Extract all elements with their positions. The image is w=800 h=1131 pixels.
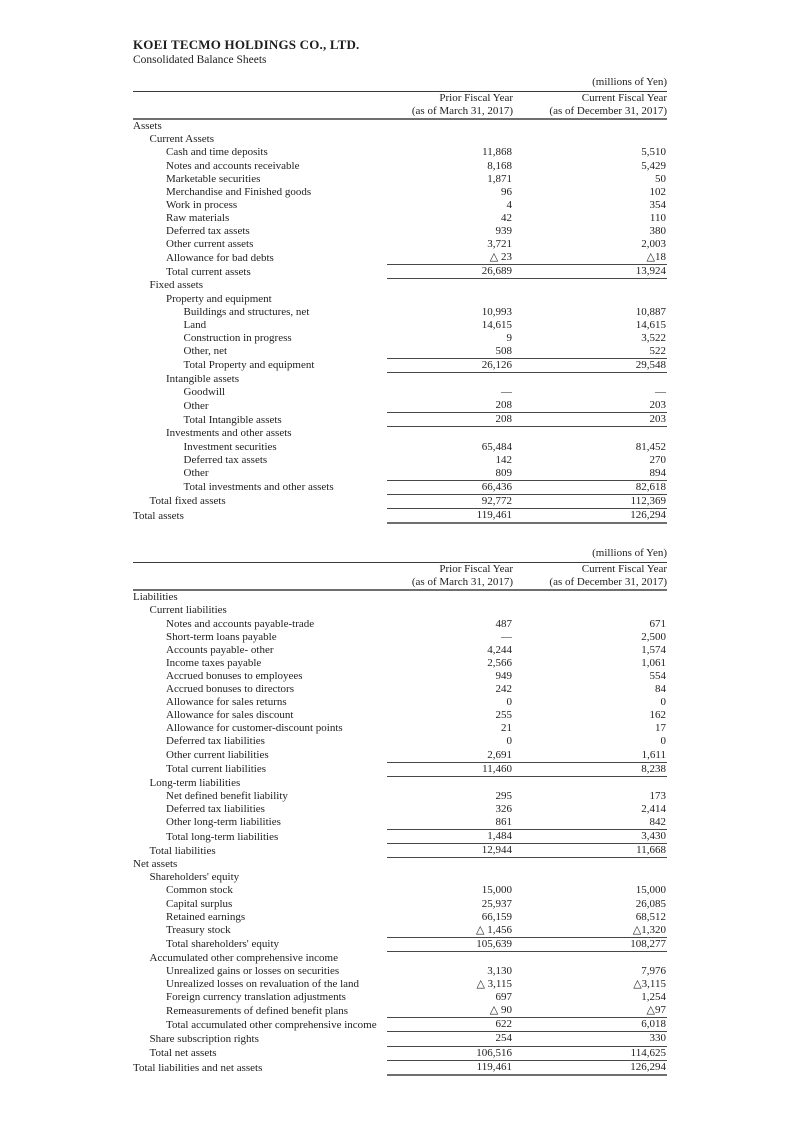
row-label: Assets xyxy=(133,120,162,133)
table-row xyxy=(133,509,667,524)
table-row xyxy=(133,644,667,657)
column-subtitles-row xyxy=(133,105,667,119)
current-value: 26,085 xyxy=(635,897,667,910)
table-row xyxy=(133,951,667,965)
current-value: 126,294 xyxy=(513,1060,667,1075)
liabilities-and-net-assets-table xyxy=(133,543,667,1076)
prior-value xyxy=(387,279,513,293)
current-value xyxy=(513,427,667,441)
unit-row xyxy=(133,543,667,563)
table-row xyxy=(133,991,667,1004)
prior-value: △ 90 xyxy=(387,1004,513,1018)
prior-value: 255 xyxy=(495,709,512,722)
current-column-subtitle: (as of December 31, 2017) xyxy=(513,105,667,119)
row-label: Short-term loans payable xyxy=(166,630,277,643)
column-titles-row xyxy=(133,563,667,577)
row-label: Other xyxy=(183,399,209,412)
row-label: Fixed assets xyxy=(149,279,203,292)
current-value: 1,254 xyxy=(641,991,667,1004)
table-row xyxy=(133,386,667,399)
prior-value: 105,639 xyxy=(387,937,513,951)
table-row xyxy=(133,871,667,884)
current-value: 330 xyxy=(513,1032,667,1046)
prior-value: 8,168 xyxy=(487,159,512,172)
table-row xyxy=(133,306,667,319)
prior-value: △ 3,115 xyxy=(476,978,512,991)
row-label: Investment securities xyxy=(183,440,277,453)
row-label: Unrealized gains or losses on securities xyxy=(166,965,340,977)
current-value: 5,429 xyxy=(641,159,667,172)
row-label: Retained earnings xyxy=(166,910,246,923)
table-row xyxy=(133,776,667,790)
table-row xyxy=(133,133,667,146)
table-row xyxy=(133,146,667,159)
current-value: 10,887 xyxy=(635,305,667,318)
table-row xyxy=(133,160,667,173)
prior-value: 119,461 xyxy=(387,509,513,524)
column-titles-row xyxy=(133,92,667,106)
table-row xyxy=(133,735,667,748)
current-value xyxy=(513,590,667,604)
table-row xyxy=(133,590,667,604)
row-label: Total current liabilities xyxy=(166,763,267,776)
table-row xyxy=(133,494,667,508)
current-value: 894 xyxy=(513,467,667,481)
table-row xyxy=(133,251,667,265)
document-title: Consolidated Balance Sheets xyxy=(133,54,267,66)
current-value: 82,618 xyxy=(513,480,667,494)
row-label: Work in process xyxy=(166,198,238,211)
row-label: Total fixed assets xyxy=(149,495,226,508)
prior-column-subtitle: (as of March 31, 2017) xyxy=(387,105,513,119)
table-row xyxy=(133,965,667,978)
table-row xyxy=(133,186,667,199)
current-column-title: Current Fiscal Year xyxy=(581,563,668,576)
row-label: Total assets xyxy=(133,510,184,522)
balance-sheet-page xyxy=(133,0,667,1076)
row-label: Total accumulated other comprehensive income xyxy=(166,1018,377,1031)
table-row xyxy=(133,279,667,293)
table-row xyxy=(133,212,667,225)
prior-value xyxy=(387,871,513,884)
table-row xyxy=(133,1032,667,1046)
current-value xyxy=(513,373,667,387)
current-value: 102 xyxy=(649,185,667,198)
current-value: 114,625 xyxy=(513,1046,667,1060)
prior-value: 66,436 xyxy=(387,480,513,494)
row-label: Investments and other assets xyxy=(166,427,292,440)
current-value: 6,018 xyxy=(513,1018,667,1032)
table-row xyxy=(133,657,667,670)
current-value: 1,574 xyxy=(641,643,667,656)
prior-value: 254 xyxy=(387,1032,513,1046)
prior-value: 208 xyxy=(387,399,513,413)
current-value: 29,548 xyxy=(513,358,667,372)
current-value xyxy=(513,279,667,293)
table-row xyxy=(133,293,667,306)
row-label: Other current liabilities xyxy=(166,749,269,761)
current-value: △3,115 xyxy=(633,978,667,991)
prior-value: 697 xyxy=(495,991,512,1004)
table-row xyxy=(133,454,667,467)
current-value: 2,414 xyxy=(641,802,667,815)
prior-value: 208 xyxy=(387,413,513,427)
row-label: Share subscription rights xyxy=(149,1032,259,1045)
table-row xyxy=(133,790,667,803)
table-row xyxy=(133,319,667,332)
row-label: Cash and time deposits xyxy=(166,146,268,159)
prior-value: 15,000 xyxy=(481,884,512,897)
prior-value: 1,484 xyxy=(387,830,513,844)
current-value: 0 xyxy=(660,696,667,709)
prior-value xyxy=(387,776,513,790)
prior-value xyxy=(387,427,513,441)
table-row xyxy=(133,858,667,872)
prior-value: 66,159 xyxy=(481,910,512,923)
current-value: 3,522 xyxy=(641,331,667,344)
header-spacer xyxy=(133,105,387,119)
table-row xyxy=(133,345,667,359)
table-row xyxy=(133,413,667,427)
current-value: 162 xyxy=(649,709,667,722)
row-label: Unrealized losses on revaluation of the land xyxy=(166,978,360,991)
row-label: Land xyxy=(183,318,207,331)
prior-value: 42 xyxy=(501,211,512,224)
prior-value: 622 xyxy=(387,1018,513,1032)
current-value: 270 xyxy=(649,453,667,466)
table-row xyxy=(133,427,667,441)
current-value: 14,615 xyxy=(635,318,667,331)
prior-value: 2,691 xyxy=(387,749,513,763)
current-value: 554 xyxy=(649,669,667,682)
prior-column-subtitle: (as of March 31, 2017) xyxy=(387,576,513,590)
column-subtitles-row xyxy=(133,576,667,590)
row-label: Intangible assets xyxy=(166,373,240,386)
current-value: 354 xyxy=(649,198,667,211)
current-value: 173 xyxy=(649,789,667,802)
table-row xyxy=(133,238,667,251)
row-label: Notes and accounts receivable xyxy=(166,159,300,172)
prior-value: 939 xyxy=(495,225,512,238)
row-label: Long-term liabilities xyxy=(149,776,241,789)
row-label: Buildings and structures, net xyxy=(183,305,310,318)
table-row xyxy=(133,911,667,924)
row-label: Income taxes payable xyxy=(166,656,262,669)
table-row xyxy=(133,1060,667,1075)
table-row xyxy=(133,696,667,709)
current-value: 17 xyxy=(655,722,667,735)
row-label: Current Assets xyxy=(149,133,214,146)
prior-value: — xyxy=(501,630,512,643)
row-label: Merchandise and Finished goods xyxy=(166,185,312,198)
prior-value: △ 23 xyxy=(387,251,513,265)
row-label: Net assets xyxy=(133,858,178,871)
current-value: — xyxy=(655,386,667,399)
table-row xyxy=(133,631,667,644)
current-value: 11,668 xyxy=(513,844,667,858)
prior-value xyxy=(387,373,513,387)
unit-label: (millions of Yen) xyxy=(133,543,667,563)
current-value: 50 xyxy=(655,172,667,185)
prior-value: 26,126 xyxy=(387,358,513,372)
current-value: 203 xyxy=(513,399,667,413)
prior-value: 11,460 xyxy=(387,762,513,776)
prior-value: 0 xyxy=(506,696,512,709)
header-spacer xyxy=(133,563,387,577)
prior-value: 119,461 xyxy=(387,1060,513,1075)
current-value: 108,277 xyxy=(513,937,667,951)
table-row xyxy=(133,358,667,372)
row-label: Total long-term liabilities xyxy=(166,830,279,843)
current-value: 13,924 xyxy=(513,265,667,279)
row-label: Goodwill xyxy=(183,386,226,399)
unit-label: (millions of Yen) xyxy=(133,72,667,92)
prior-value xyxy=(387,133,513,146)
table-row xyxy=(133,399,667,413)
table-row xyxy=(133,683,667,696)
table-row xyxy=(133,749,667,763)
prior-value: 1,871 xyxy=(487,172,512,185)
table-row xyxy=(133,762,667,776)
row-label: Total net assets xyxy=(149,1047,217,1060)
prior-value: 142 xyxy=(495,453,512,466)
row-label: Current liabilities xyxy=(149,604,227,617)
table-row xyxy=(133,225,667,238)
prior-value: 4 xyxy=(506,198,512,211)
row-label: Total liabilities xyxy=(149,844,216,857)
table-row xyxy=(133,199,667,212)
table-row xyxy=(133,332,667,345)
row-label: Total shareholders' equity xyxy=(166,938,280,951)
prior-value: — xyxy=(501,386,512,399)
row-label: Other xyxy=(183,467,209,480)
current-value: 81,452 xyxy=(635,440,667,453)
header-spacer xyxy=(133,576,387,590)
row-label: Foreign currency translation adjustments xyxy=(166,991,346,1004)
row-label: Shareholders' equity xyxy=(149,871,240,884)
table-row xyxy=(133,709,667,722)
table-row xyxy=(133,1046,667,1060)
company-name: KOEI TECMO HOLDINGS CO., LTD. xyxy=(133,37,360,52)
row-label: Allowance for bad debts xyxy=(166,251,274,264)
row-label: Allowance for sales discount xyxy=(166,709,294,722)
prior-value: 9 xyxy=(506,331,512,344)
row-label: Allowance for customer-discount points xyxy=(166,722,343,735)
row-label: Accrued bonuses to directors xyxy=(166,683,294,696)
current-column-title: Current Fiscal Year xyxy=(581,92,668,105)
row-label: Marketable securities xyxy=(166,172,261,185)
table-row xyxy=(133,467,667,481)
row-label: Construction in progress xyxy=(183,331,292,344)
row-label: Property and equipment xyxy=(166,292,272,305)
prior-column-title: Prior Fiscal Year xyxy=(439,563,513,576)
prior-value: 14,615 xyxy=(481,318,512,331)
row-label: Raw materials xyxy=(166,211,230,224)
current-value: 8,238 xyxy=(513,762,667,776)
row-label: Accumulated other comprehensive income xyxy=(149,951,338,964)
table-row xyxy=(133,173,667,186)
row-label: Deferred tax liabilities xyxy=(166,802,265,815)
table-row xyxy=(133,441,667,454)
table-row xyxy=(133,924,667,938)
current-value: △1,320 xyxy=(513,924,667,938)
current-value xyxy=(513,858,667,872)
table-row xyxy=(133,373,667,387)
row-label: Total current assets xyxy=(166,265,251,278)
current-value: 5,510 xyxy=(641,146,667,159)
row-label: Remeasurements of defined benefit plans xyxy=(166,1004,349,1017)
current-value: 68,512 xyxy=(635,910,667,923)
prior-value: 10,993 xyxy=(481,305,512,318)
prior-value: 487 xyxy=(495,617,512,630)
row-label: Deferred tax liabilities xyxy=(166,735,265,748)
assets-table xyxy=(133,72,667,524)
table-row xyxy=(133,1018,667,1032)
table-row xyxy=(133,1004,667,1018)
current-value xyxy=(513,119,667,133)
prior-value: 809 xyxy=(387,467,513,481)
current-value xyxy=(513,133,667,146)
row-label: Other long-term liabilities xyxy=(166,816,281,829)
row-label: Allowance for sales returns xyxy=(166,696,287,709)
table-row xyxy=(133,898,667,911)
current-value xyxy=(513,604,667,617)
prior-value: △ 1,456 xyxy=(387,924,513,938)
prior-value: 12,944 xyxy=(387,844,513,858)
prior-value: 861 xyxy=(387,816,513,830)
row-label: Deferred tax assets xyxy=(183,453,268,466)
row-label: Capital surplus xyxy=(166,897,233,910)
current-value: 671 xyxy=(649,617,667,630)
prior-value xyxy=(387,590,513,604)
prior-value: 3,130 xyxy=(487,965,512,977)
prior-value: 11,868 xyxy=(482,146,512,159)
current-value xyxy=(513,951,667,965)
row-label: Total Property and equipment xyxy=(183,359,315,372)
prior-value: 21 xyxy=(501,722,512,735)
current-value xyxy=(513,776,667,790)
row-label: Accrued bonuses to employees xyxy=(166,669,303,682)
table-row xyxy=(133,803,667,816)
prior-value: 25,937 xyxy=(481,897,512,910)
prior-value: 242 xyxy=(495,683,512,696)
current-value: 112,369 xyxy=(513,494,667,508)
row-label: Common stock xyxy=(166,884,233,897)
table-row xyxy=(133,844,667,858)
table-row xyxy=(133,978,667,991)
current-value: 380 xyxy=(649,225,667,238)
current-value: 110 xyxy=(649,211,667,224)
table-row xyxy=(133,937,667,951)
row-label: Total Intangible assets xyxy=(183,413,282,426)
current-value: 126,294 xyxy=(513,509,667,524)
current-value: 203 xyxy=(513,413,667,427)
table-row xyxy=(133,884,667,897)
prior-value xyxy=(387,604,513,617)
prior-column-title: Prior Fiscal Year xyxy=(439,92,513,105)
prior-value xyxy=(387,119,513,133)
current-value: 842 xyxy=(513,816,667,830)
table-row xyxy=(133,830,667,844)
current-value: 3,430 xyxy=(513,830,667,844)
current-value xyxy=(513,871,667,884)
row-label: Deferred tax assets xyxy=(166,225,250,238)
header-spacer xyxy=(133,92,387,106)
prior-value xyxy=(387,858,513,872)
prior-value: 508 xyxy=(387,345,513,359)
prior-value: 65,484 xyxy=(481,440,512,453)
current-value: 15,000 xyxy=(635,884,667,897)
current-value: 0 xyxy=(660,735,667,748)
row-label: Total liabilities and net assets xyxy=(133,1061,263,1074)
prior-value: 949 xyxy=(495,669,512,682)
current-value: 522 xyxy=(513,345,667,359)
prior-value xyxy=(387,951,513,965)
table-row xyxy=(133,618,667,631)
table-row xyxy=(133,119,667,133)
row-label: Accounts payable- other xyxy=(166,643,274,656)
current-value: 1,061 xyxy=(641,656,667,669)
table-row xyxy=(133,604,667,617)
current-value: △97 xyxy=(513,1004,667,1018)
table-row xyxy=(133,480,667,494)
prior-value: 3,721 xyxy=(487,238,512,251)
current-value: 2,500 xyxy=(641,630,667,643)
row-label: Total investments and other assets xyxy=(183,481,334,494)
prior-value: 2,566 xyxy=(487,656,512,669)
row-label: Notes and accounts payable-trade xyxy=(166,617,315,630)
prior-value: 96 xyxy=(501,185,512,198)
current-value: △18 xyxy=(513,251,667,265)
row-label: Net defined benefit liability xyxy=(166,789,288,802)
table-row xyxy=(133,722,667,735)
row-label: Other, net xyxy=(183,345,228,358)
prior-value xyxy=(387,293,513,306)
table-row xyxy=(133,670,667,683)
prior-value: 0 xyxy=(506,735,512,748)
current-column-subtitle: (as of December 31, 2017) xyxy=(513,576,667,590)
current-value: 2,003 xyxy=(641,238,667,251)
prior-value: 92,772 xyxy=(387,494,513,508)
current-value: 7,976 xyxy=(641,965,667,977)
current-value xyxy=(513,293,667,306)
table-row xyxy=(133,816,667,830)
prior-value: 326 xyxy=(495,802,512,815)
prior-value: 106,516 xyxy=(387,1046,513,1060)
current-value: 84 xyxy=(655,683,667,696)
unit-row xyxy=(133,72,667,92)
row-label: Other current assets xyxy=(166,238,254,251)
prior-value: 4,244 xyxy=(487,643,512,656)
row-label: Treasury stock xyxy=(166,924,231,937)
prior-value: 26,689 xyxy=(387,265,513,279)
current-value: 1,611 xyxy=(513,749,667,763)
prior-value: 295 xyxy=(495,789,512,802)
row-label: Liabilities xyxy=(133,591,178,604)
table-row xyxy=(133,265,667,279)
